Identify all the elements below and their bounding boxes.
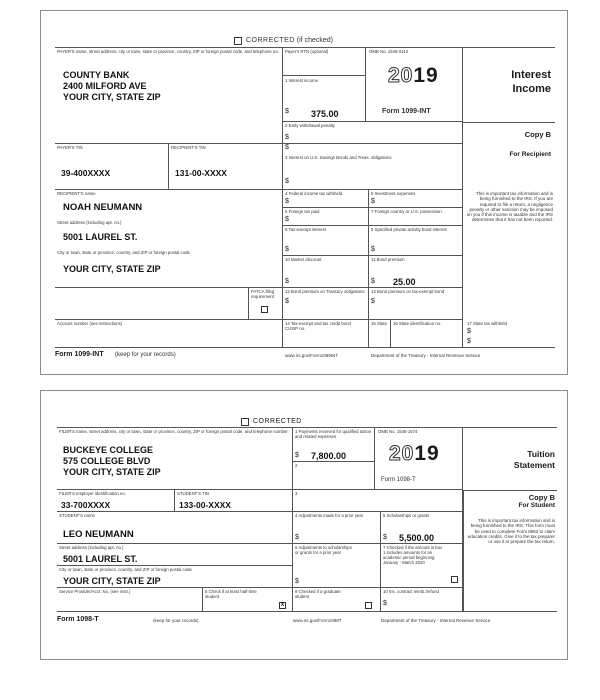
box8-mark: x [280, 602, 285, 608]
filer-ein-label: FILER'S employer identification no. [59, 491, 126, 496]
filer-street: 575 COLLEGE BLVD [63, 456, 151, 466]
box5-label: 5 Investment expenses [371, 191, 416, 196]
year-suffix: 19 [413, 64, 439, 87]
fatca-label: FATCA filing requirement [251, 289, 275, 299]
box7-label: 7 Checked if the amount in box 1 includes amounts for an academic period beginning January - March 2020 [383, 545, 443, 565]
footer-keep-note: (keep for your records) [153, 618, 199, 623]
box15-state [369, 320, 391, 348]
street-box [57, 544, 293, 566]
recipient-tin-value: 131-00-XXXX [175, 168, 227, 178]
recipient-name: NOAH NEUMANN [63, 202, 143, 213]
box2-early-withdrawal [283, 122, 463, 144]
box6-scholarship-adjust [293, 544, 381, 588]
box7-checkbox[interactable] [451, 576, 458, 583]
copy-label: Copy B [524, 130, 551, 139]
box8-label: 8 Check if at least half-time student [205, 589, 257, 599]
filer-name: BUCKEYE COLLEGE [63, 445, 154, 455]
recipient-box [55, 190, 283, 288]
payer-street: 2400 MILFORD AVE [63, 81, 147, 91]
service-label: Service Provider/Acct. No. (see instr.) [59, 589, 131, 594]
footer-keep-note: (keep for your records) [115, 352, 176, 358]
filer-ein-box [57, 490, 175, 512]
box1-dollar: $ [295, 452, 299, 459]
filer-box [57, 428, 293, 490]
filer-ein-value: 33-700XXXX [61, 500, 111, 510]
copy-b-box [463, 490, 557, 512]
footer-department: Department of the Treasury - Internal Revenue Service [381, 618, 491, 623]
box5-dollar: $ [371, 198, 375, 205]
box3-savings-bonds [283, 144, 463, 190]
payer-rtn-box [283, 48, 366, 76]
fatca-checkbox[interactable] [261, 306, 268, 313]
box1-label: 1 Payments received for qualified tuition and related expenses [295, 429, 372, 439]
student-name: LEO NEUMANN [63, 529, 134, 540]
box5-investment-expenses [369, 190, 463, 208]
payer-tin-box [55, 144, 169, 190]
box4-prior-year-adjust [293, 512, 381, 544]
for-recipient-box [463, 144, 555, 190]
box3-dollar: $ [285, 178, 289, 185]
omb-label: OMB No. 1545-0112 [369, 49, 409, 54]
box3-label: 3 Interest on U.S. Savings Bonds and Treas. obligations [285, 155, 392, 160]
recipient-street: 5001 LAUREL ST. [63, 232, 138, 242]
important-tax-note: This is important tax information and is being furnished to the IRS. If you are required to file a return, a negligence penalty or other sanction may be imposed on you if this income is taxable and the IRS determines that it has not been reported. [466, 191, 553, 223]
copy-label: Copy B [528, 493, 555, 502]
box10-label: 10 Market discount [285, 257, 322, 262]
box2-label: 2 Early withdrawal penalty [285, 123, 335, 128]
box10-label: 10 Ins. contract reimb./refund [383, 589, 439, 594]
fatca-box [55, 288, 249, 320]
important-tax-note: This is important tax information and is being furnished to the IRS. This form must be used to complete Form 8863 to claim education credits. Give it to the tax preparer or use it to prepare the tax return. [467, 518, 555, 545]
box16-label: 16 State identification no. [393, 321, 442, 326]
box8-label: 8 Tax-exempt interest [285, 227, 326, 232]
box9-label: 9 Specified private activity bond interest [371, 227, 447, 232]
box10-market-discount [283, 256, 369, 288]
form-1098-grid [57, 427, 557, 631]
payer-city: YOUR CITY, STATE ZIP [63, 92, 161, 102]
box5-label: 5 Scholarships or grants [383, 513, 430, 518]
form-1098-t-sheet [40, 390, 568, 660]
box1-dollar: $ [285, 108, 289, 115]
box9-checkbox[interactable] [365, 602, 372, 609]
copy-b-box [463, 122, 555, 144]
box8-tax-exempt [283, 226, 369, 256]
box10-insurance-refund [381, 588, 463, 612]
payer-tin-label: PAYER'S TIN [57, 145, 83, 150]
box11-value: 25.00 [393, 277, 416, 287]
student-name-box [57, 512, 293, 544]
omb-year-box [366, 48, 463, 122]
corrected-checkbox[interactable] [241, 418, 249, 426]
box13-label: 13 Bond premium on tax-exempt bond [371, 289, 445, 294]
filer-city: YOUR CITY, STATE ZIP [63, 467, 161, 477]
student-street: 5001 LAUREL ST. [63, 554, 138, 564]
box5-value: 5,500.00 [399, 533, 435, 543]
payer-label: PAYER'S name, street address, city or town, state or province, country, ZIP or foreign postal code, and telephone no. [57, 49, 279, 54]
filer-label: FILER'S name, street address, city or town, state or province, country, ZIP or foreign postal code, and telephone number [59, 429, 288, 434]
box4-label: 4 Adjustments made for a prior year [295, 513, 364, 518]
box11-dollar: $ [371, 278, 375, 285]
student-tin-value: 133-00-XXXX [179, 500, 231, 510]
omb-label: OMB No. 1545-1574 [378, 429, 418, 434]
box3-blank [293, 490, 463, 512]
payer-rtn-label: Payer's RTN (optional) [285, 49, 329, 54]
bottom-rule [463, 611, 557, 612]
box13-dollar: $ [371, 298, 375, 305]
payer-tin-value: 39-400XXXX [61, 168, 111, 178]
box9-private-activity [369, 226, 463, 256]
box13-tax-exempt-premium [369, 288, 463, 320]
footer-url: www.irs.gov/Form1099INT [285, 353, 339, 358]
box1-interest-income [283, 76, 366, 122]
omb-year-box [375, 428, 463, 490]
box6-label: 6 Foreign tax paid [285, 209, 320, 214]
account-number-box [55, 320, 283, 348]
box1-value: 7,800.00 [311, 451, 347, 461]
student-tin-label: STUDENT'S TIN [177, 491, 210, 496]
box3-label: 3 [295, 491, 298, 496]
corrected-checkbox[interactable] [234, 37, 242, 45]
box14-cusip [283, 320, 369, 348]
box8-half-time [203, 588, 293, 612]
box12-treasury-premium [283, 288, 369, 320]
for-student-label: For Student [518, 502, 555, 509]
box16-state-id [391, 320, 463, 348]
recipient-tin-label: RECIPIENT'S TIN [171, 145, 206, 150]
service-provider-box [57, 588, 203, 612]
student-city: YOUR CITY, STATE ZIP [63, 576, 161, 586]
payer-name: COUNTY BANK [63, 70, 130, 80]
box6-dollar: $ [285, 216, 289, 223]
box9-label: 9 Checked if a graduate student [295, 589, 341, 599]
box4-dollar: $ [285, 198, 289, 205]
box6-label: 6 Adjustments to scholarships or grants for a prior year [295, 545, 352, 555]
footer-department: Department of the Treasury - Internal Revenue Service [371, 353, 481, 358]
box17-dollar1: $ [467, 328, 471, 335]
box10-dollar: $ [285, 278, 289, 285]
box14-label: 14 Tax-exempt and tax credit bond CUSIP no. [285, 321, 351, 331]
box2-blank [293, 462, 375, 490]
title-line1: Tuition [527, 449, 555, 459]
box6-foreign-tax [283, 208, 369, 226]
form-title [463, 48, 555, 122]
form-1098-footer [57, 616, 557, 628]
tax-year [389, 442, 440, 466]
year-prefix: 20 [389, 442, 415, 465]
title-line1: Interest [511, 69, 551, 81]
footer-url: www.irs.gov/Form1098T [293, 618, 342, 623]
tax-year [388, 64, 439, 88]
form-1099-grid [55, 47, 555, 347]
box2-label: 2 [295, 463, 298, 468]
box17-state-withheld [463, 320, 555, 348]
recipient-tin-box [169, 144, 283, 190]
title-line2: Income [512, 83, 551, 95]
box7-foreign-country [369, 208, 463, 226]
box4-dollar: $ [295, 534, 299, 541]
box15-label: 15 State [371, 321, 388, 326]
city-label: City or town, state or province, country, and ZIP or foreign postal code [57, 250, 190, 255]
student-name-label: STUDENT'S name [59, 513, 95, 518]
box17-dollar2: $ [467, 338, 471, 345]
box4-label: 4 Federal income tax withheld [285, 191, 343, 196]
box12-label: 12 Bond premium on Treasury obligations [285, 289, 365, 294]
box7-academic-period [381, 544, 463, 588]
recipient-city: YOUR CITY, STATE ZIP [63, 264, 161, 274]
for-recipient-label: For Recipient [509, 151, 551, 158]
box2-dollar: $ [285, 134, 289, 141]
payer-box [55, 48, 283, 144]
box12-dollar: $ [285, 298, 289, 305]
form-1099-int-sheet [40, 10, 568, 375]
year-suffix: 19 [414, 442, 440, 465]
box6-dollar: $ [295, 578, 299, 585]
box11-bond-premium [369, 256, 463, 288]
box8-dollar: $ [285, 246, 289, 253]
footer-form-name: Form 1099-INT [55, 351, 104, 358]
corrected-label: CORRECTED [253, 418, 302, 425]
form-name: Form 1099-INT [382, 108, 431, 115]
fatca-requirement [249, 288, 283, 320]
form-name: Form 1098-T [381, 477, 416, 483]
city-box [57, 566, 293, 588]
street-label: Street address (including apt. no.) [59, 545, 124, 550]
student-tin-box [175, 490, 293, 512]
side-column-divider [463, 512, 464, 612]
title-line2: Statement [513, 460, 555, 470]
box5-scholarships [381, 512, 463, 544]
street-label: Street address (including apt. no.) [57, 220, 122, 225]
box17-label: 17 State tax withheld [467, 321, 507, 326]
year-prefix: 20 [388, 64, 414, 87]
corrected-label: CORRECTED (if checked) [246, 37, 333, 44]
account-label: Account number (see instructions) [57, 321, 123, 326]
box1-payments-received [293, 428, 375, 462]
box1-value: 375.00 [311, 109, 339, 119]
box9-dollar: $ [371, 246, 375, 253]
box8-checkbox[interactable] [279, 602, 286, 609]
footer-form-name: Form 1098-T [57, 616, 99, 623]
box1-label: 1 Interest income [285, 78, 318, 83]
box7-label: 7 Foreign country or U.S. possession [371, 209, 442, 214]
box4-federal-withheld [283, 190, 369, 208]
box5-dollar: $ [383, 534, 387, 541]
box10-dollar: $ [383, 600, 387, 607]
form-1099-footer [55, 351, 555, 363]
city-label: City or town, state or province, country, and ZIP or foreign postal code [59, 567, 192, 572]
recipient-name-label: RECIPIENT'S name [57, 191, 96, 196]
box11-label: 11 Bond premium [371, 257, 405, 262]
box9-graduate [293, 588, 381, 612]
box3-top-dollar: $ [285, 144, 289, 151]
form-title [463, 428, 557, 490]
